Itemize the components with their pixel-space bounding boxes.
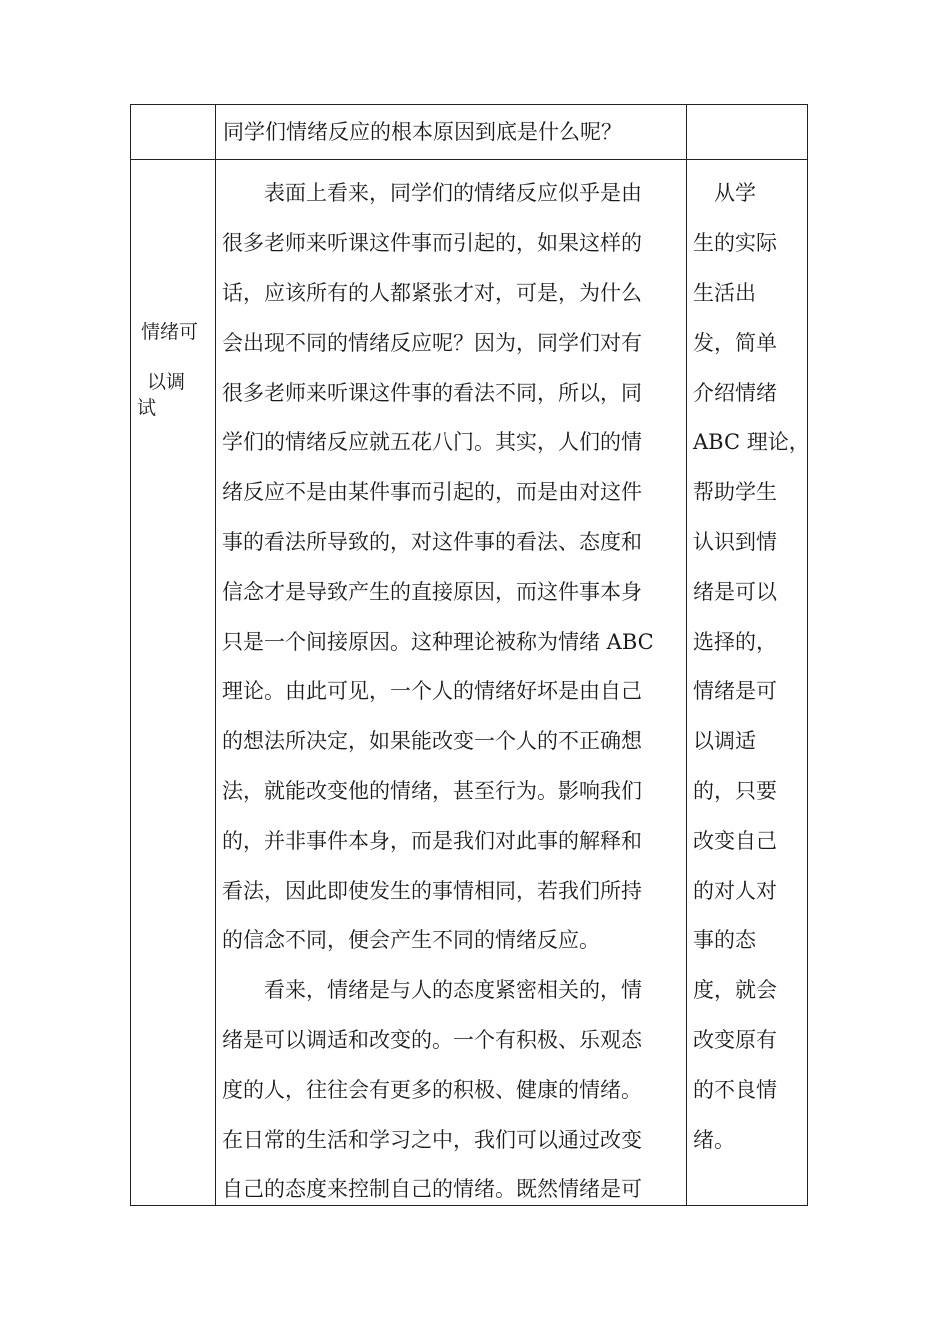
note-line: 从学 (693, 181, 756, 205)
note-line: 情绪是可 (693, 679, 777, 703)
topic-label-line: 情绪可 (141, 321, 199, 343)
content-line: 的，并非事件本身，而是我们对此事的解释和 (222, 829, 642, 853)
note-line: 帮助学生 (693, 480, 777, 504)
content-line: 会出现不同的情绪反应呢？因为，同学们对有 (222, 331, 642, 355)
content-line: 话，应该所有的人都紧张才对，可是，为什么 (222, 281, 642, 305)
content-line: 绪是可以调适和改变的。一个有积极、乐观态 (222, 1028, 642, 1052)
content-line: 在日常的生活和学习之中，我们可以通过改变 (222, 1128, 642, 1152)
content-line: 绪反应不是由某件事而引起的，而是由对这件 (222, 480, 642, 504)
note-line: 以调适 (693, 729, 756, 753)
note-line: 绪是可以 (693, 580, 777, 604)
note-line: 介绍情绪 (693, 381, 777, 405)
content-line: 的信念不同，便会产生不同的情绪反应。 (222, 928, 600, 952)
content-line: 法，就能改变他的情绪，甚至行为。影响我们 (222, 779, 642, 803)
topic-label-line: 以调 (147, 371, 186, 393)
note-line: 生的实际 (693, 231, 777, 255)
column-divider-2 (686, 105, 687, 1205)
topic-label-line: 试 (137, 397, 157, 419)
note-line: 绪。 (693, 1128, 735, 1152)
content-line: 表面上看来，同学们的情绪反应似乎是由 (222, 181, 642, 205)
note-line: 改变自己 (693, 829, 777, 853)
content-line: 只是一个间接原因。这种理论被称为情绪 ABC (222, 630, 654, 654)
content-line: 信念才是导致产生的直接原因，而这件事本身 (222, 580, 642, 604)
note-line: ABC 理论， (693, 430, 810, 454)
content-line: 看法，因此即使发生的事情相同，若我们所持 (222, 879, 642, 903)
note-line: 的，只要 (693, 779, 777, 803)
note-line: 选择的， (693, 630, 777, 654)
content-line: 自己的态度来控制自己的情绪。既然情绪是可 (222, 1177, 642, 1201)
note-line: 事的态 (693, 928, 756, 952)
note-line: 发，简单 (693, 331, 777, 355)
content-line: 看来，情绪是与人的态度紧密相关的，情 (222, 978, 642, 1002)
content-line: 度的人，往往会有更多的积极、健康的情绪。 (222, 1078, 642, 1102)
note-line: 改变原有 (693, 1028, 777, 1052)
lesson-plan-table (130, 104, 808, 1206)
note-line: 生活出 (693, 281, 756, 305)
content-line: 很多老师来听课这件事的看法不同，所以，同 (222, 381, 642, 405)
row-divider (131, 159, 807, 160)
content-line: 事的看法所导致的，对这件事的看法、态度和 (222, 530, 642, 554)
content-line: 理论。由此可见，一个人的情绪好坏是由自己 (222, 679, 642, 703)
content-line: 的想法所决定，如果能改变一个人的不正确想 (222, 729, 642, 753)
note-line: 的对人对 (693, 879, 777, 903)
column-divider-1 (215, 105, 216, 1205)
content-line: 很多老师来听课这件事而引起的，如果这样的 (222, 231, 642, 255)
content-line: 学们的情绪反应就五花八门。其实，人们的情 (222, 430, 642, 454)
note-line: 度，就会 (693, 978, 777, 1002)
note-line: 的不良情 (693, 1078, 777, 1102)
header-question: 同学们情绪反应的根本原因到底是什么呢？ (223, 120, 622, 144)
note-line: 认识到情 (693, 530, 777, 554)
